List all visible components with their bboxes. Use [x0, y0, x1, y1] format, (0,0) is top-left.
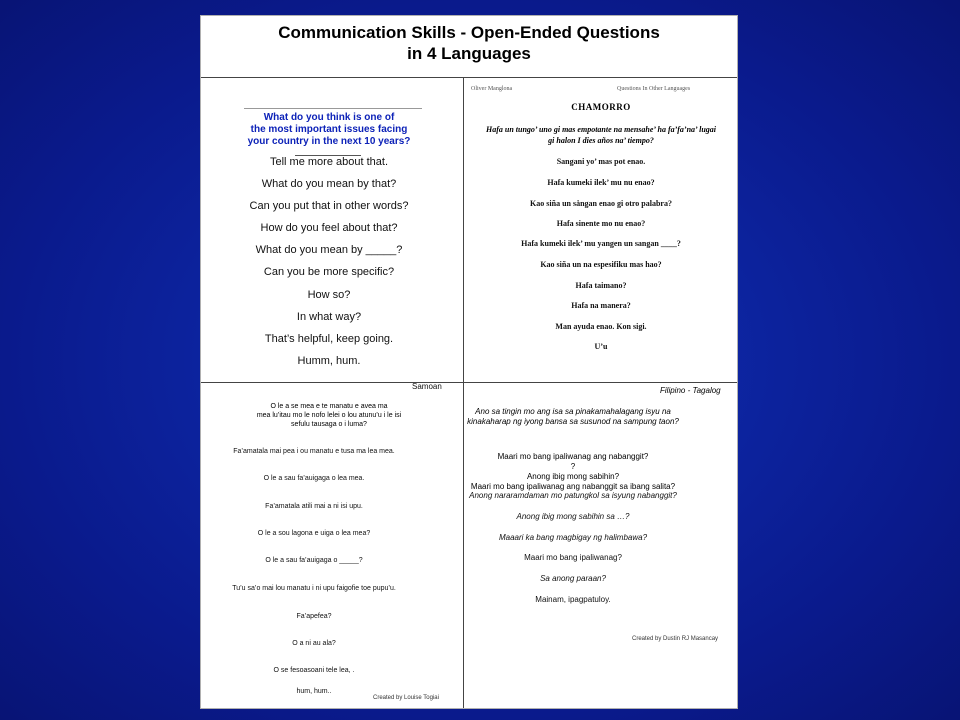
- samoan-credit: Created by Louise Togiai: [373, 695, 439, 701]
- chamorro-header-note: Questions In Other Languages: [617, 86, 691, 92]
- english-prompt: Can you put that in other words?: [249, 200, 409, 212]
- chamorro-prompt: U’u: [594, 342, 608, 351]
- tagalog-prompt: Maari mo bang ipaliwanag?: [524, 553, 622, 562]
- tagalog-prompt: Anong nararamdaman mo patungkol sa isyung nabanggit?: [469, 491, 677, 500]
- page-title: Communication Skills - Open-Ended Questions in 4 Languages: [278, 23, 660, 63]
- english-prompt: What do you mean by that?: [261, 178, 397, 190]
- tagalog-credit: Created by Dustin RJ Masancay: [632, 636, 719, 642]
- english-prompt: Can you be more specific?: [263, 266, 395, 278]
- samoan-prompt: Tu’u sa’o mai lou manatu i ni upu faigofie toe pupu’u.: [232, 585, 396, 592]
- samoan-prompt: Fa’apefea?: [296, 613, 332, 620]
- chamorro-intro-question: Hafa un tungo’ uno gi mas empotante na mensahe’ ha fa’fa’na’ lugai gi halon I dies años na’ tiempo?: [485, 125, 717, 145]
- chamorro-prompt: Hafa kumeki ilek’ mu yangen un sangan ____?: [521, 239, 681, 248]
- chamorro-prompt: Kao siña un na espesifiku mas hao?: [540, 260, 662, 269]
- english-prompt: Tell me more about that.: [269, 156, 389, 168]
- samoan-prompt: O le a sau fa’auigaga o lea mea.: [263, 475, 365, 482]
- chamorro-prompt: Sangani yo’ mas pot enao.: [556, 157, 646, 166]
- row-divider: [201, 382, 737, 383]
- samoan-prompt: O se fesoasoani tele lea, .: [273, 667, 355, 674]
- samoan-language-label: Samoan: [412, 382, 442, 391]
- tagalog-prompt-block: Maari mo bang ipaliwanag ang nabanggit? ? Anong ibig mong sabihin? Maari mo bang ipaliwanag ang nabanggit sa ibang salita?: [470, 452, 676, 491]
- english-prompt: How do you feel about that?: [260, 222, 398, 234]
- english-prompt: How so?: [307, 289, 351, 301]
- title-divider: [201, 77, 737, 78]
- tagalog-language-label: Filipino - Tagalog: [660, 386, 721, 395]
- chamorro-prompt: Hafa na manera?: [571, 301, 631, 310]
- chamorro-author: Oliver Manglona: [471, 86, 513, 92]
- tagalog-prompt: Mainam, ipagpatuloy.: [535, 595, 611, 604]
- samoan-prompt: O le a sau fa’auigaga o _____?: [265, 557, 363, 564]
- samoan-intro-question: O le a se mea e te manatu e avea ma mea lu’itau mo le nofo lelei o lou atunu’u i le isi sefulu tausaga o i luma?: [256, 403, 402, 428]
- chamorro-prompt: Kao siña un sångan enao gi otro palabra?: [530, 199, 672, 208]
- chamorro-prompt: Hafa kumeki ilek’ mu nu enao?: [547, 178, 655, 187]
- chamorro-prompt: Hafa sinente mo nu enao?: [556, 219, 646, 228]
- tagalog-prompt: Maaari ka bang magbigay ng halimbawa?: [498, 533, 648, 542]
- chamorro-prompt: Hafa taimano?: [575, 281, 627, 290]
- samoan-prompt: hum, hum..: [296, 688, 332, 695]
- chamorro-language-label: CHAMORRO: [571, 102, 631, 112]
- tagalog-prompt: Anong ibig mong sabihin sa …?: [516, 512, 630, 521]
- samoan-prompt: Fa’amatala mai pea i ou manatu e tusa ma lea mea.: [233, 448, 395, 455]
- tagalog-intro-question: Ano sa tingin mo ang isa sa pinakamahalagang isyu na kinakaharap ng iyong bansa sa susunod na sampung taon?: [467, 407, 679, 426]
- samoan-prompt: O le a sou lagona e uiga o lea mea?: [257, 530, 371, 537]
- english-prompt: In what way?: [296, 311, 362, 323]
- tagalog-prompt: Sa anong paraan?: [540, 574, 606, 583]
- samoan-prompt: Fa’amatala atili mai a ni isi upu.: [265, 503, 363, 510]
- samoan-prompt: O a ni au ala?: [292, 640, 336, 647]
- document-page: [200, 15, 738, 709]
- english-prompt: What do you mean by _____?: [255, 244, 403, 256]
- english-prompt: Humm, hum.: [297, 355, 361, 367]
- english-heading-rule: [244, 108, 422, 109]
- column-divider: [463, 77, 464, 708]
- chamorro-prompt: Man ayuda enao. Kon sigi.: [555, 322, 647, 331]
- english-prompt: That’s helpful, keep going.: [264, 333, 394, 345]
- english-heading: What do you think is one of the most important issues facing your country in the next 10 years?: [247, 112, 411, 147]
